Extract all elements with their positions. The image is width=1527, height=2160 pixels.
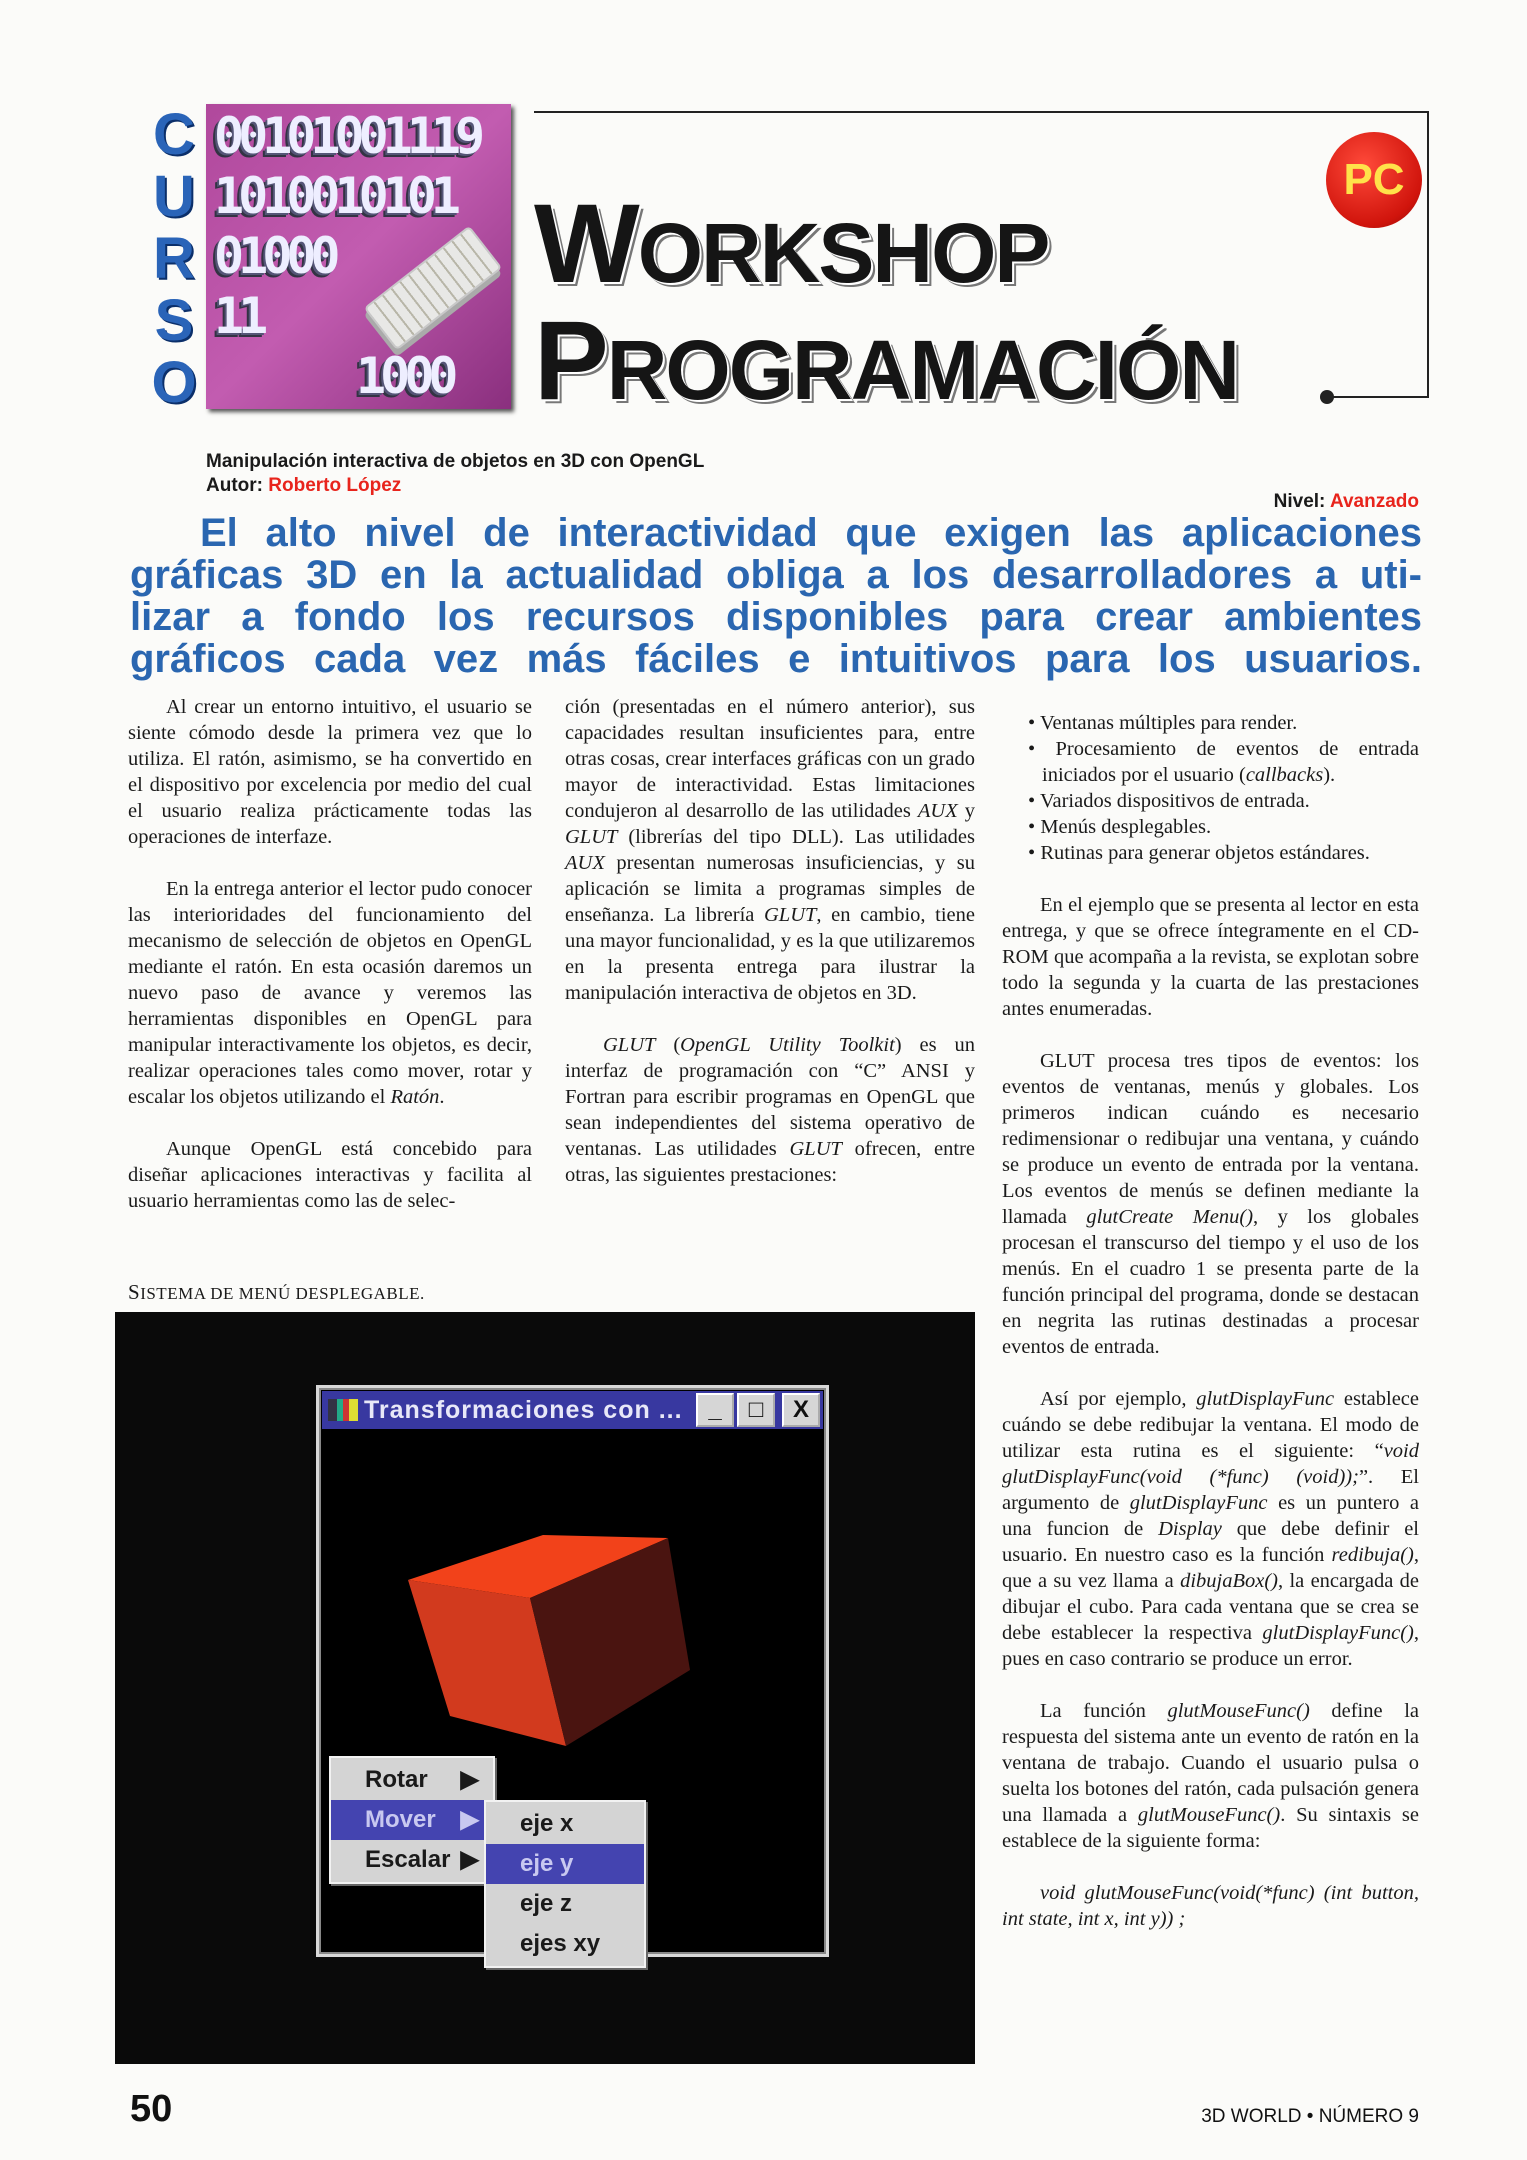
paragraph <box>1002 1880 1419 1932</box>
paragraph: ción (presentadas en el número anterior), sus capacidades resultan insuficientes para, entre otras cosas, crear interfaces gráficas con un grado mayor de interactividad. Estas limitaciones condujeron al desarrollo de las utilidades AUX y GLUT (librerías del tipo DLL). Las utilidades AUX presentan numerosas insuficiencias, y su aplicación se limita a programas simples de enseñanza. La librería GLUT, en cambio, tiene una mayor funcionalidad, y es la que utilizaremos en la presenta entrega para ilustrar la manipulación interactiva de objetos en 3D. <box>565 696 976 1004</box>
italic-term: glutDisplayFunc <box>1196 1388 1335 1410</box>
submenu-arrow-icon: ▶ <box>460 1766 479 1793</box>
paragraph: En el ejemplo que se presenta al lector en esta entrega, y que se ofrece íntegramente en el CD-ROM que acompaña a la revista, se explotan sobre todo la segunda y la cuarta de las prestaciones antes enumeradas. <box>1002 894 1419 1020</box>
author-line <box>206 474 401 498</box>
curso-letter: S <box>154 288 194 353</box>
curso-vertical-label <box>146 104 202 414</box>
submenu-item-ejes-xy[interactable]: ejes xy <box>520 1930 601 1957</box>
frame-line-tail <box>1330 396 1427 398</box>
lead-line: gráficas 3D en la actualidad obliga a los desarrolladores a uti- <box>130 553 1422 597</box>
binary-row: 11 <box>214 287 263 345</box>
screenshot-figure <box>115 1312 975 2064</box>
body-column-1 <box>128 694 532 1240</box>
magazine-issue: 3D WORLD • NÚMERO 9 <box>1201 2106 1419 2127</box>
maximize-button[interactable]: □ <box>737 1393 775 1427</box>
italic-term: OpenGL Utility Toolkit <box>680 1034 895 1056</box>
level-label: Nivel: <box>1273 491 1326 512</box>
italic-term: void glutMouseFunc(void(*func) (int button, int state, int x, int y)) ; <box>1002 1882 1419 1930</box>
binary-row: 00101001119 <box>214 107 480 165</box>
submenu <box>484 1800 646 1968</box>
window-titlebar[interactable] <box>322 1391 823 1429</box>
italic-term: glutMouseFunc() <box>1137 1804 1281 1826</box>
close-button[interactable]: X <box>782 1393 820 1427</box>
paragraph: Al crear un entorno intuitivo, el usuario se siente cómodo desde la primera vez que lo utiliza. El ratón, asimismo, se ha convertido en el dispositivo por excelencia por medio del cual el usuario realiza prácticamente todas las operaciones de interfaze. <box>128 696 532 848</box>
title-workshop: WORKSHOP <box>534 181 1049 306</box>
submenu-item-eje-y[interactable]: eje y <box>486 1844 644 1884</box>
submenu-arrow-icon: ▶ <box>460 1806 479 1833</box>
context-menu <box>329 1756 495 1884</box>
binary-row: 1000 <box>356 347 453 405</box>
lead-paragraph <box>130 512 1422 680</box>
italic-term: glutCreate Menu() <box>1086 1206 1254 1228</box>
menu-item-escalar[interactable]: Escalar ▶ <box>331 1840 493 1880</box>
italic-term: GLUT <box>763 904 817 926</box>
list-item: • Ventanas múltiples para render. <box>1028 710 1419 736</box>
list-item: • Procesamiento de eventos de entrada iniciados por el usuario (callbacks). <box>1028 736 1419 788</box>
page-number: 50 <box>130 2088 173 2130</box>
paragraph: La función glutMouseFunc() define la respuesta del sistema ante un evento de ratón en la ventana de trabajo. Cuando el usuario pulsa o suelta los botones del ratón, cada pulsación genera una llamada a glutMouseFunc(). Su sintaxis se establece de la siguiente forma: <box>1002 1700 1419 1852</box>
feature-list <box>1002 710 1419 866</box>
italic-term: glutDisplayFunc <box>1129 1492 1268 1514</box>
italic-term: callbacks <box>1245 764 1324 786</box>
figure-caption: SISTEMA DE MENÚ DESPLEGABLE. <box>128 1280 425 1304</box>
paragraph: GLUT (OpenGL Utility Toolkit) es un interfaz de programación con “C” ANSI y Fortran para escribir programas en OpenGL que sean independientes del sistema operativo de ventanas. Las utilidades GLUT ofrecen, entre otras, las siguientes prestaciones: <box>565 1034 976 1186</box>
list-item: • Rutinas para generar objetos estándares. <box>1028 840 1419 866</box>
italic-term: redibuja() <box>1331 1544 1414 1566</box>
pc-badge: PC <box>1326 132 1422 228</box>
submenu-item-eje-x[interactable]: eje x <box>520 1810 574 1837</box>
italic-term: glutDisplayFunc() <box>1262 1622 1414 1644</box>
italic-term: dibujaBox() <box>1180 1570 1278 1592</box>
italic-term: AUX <box>565 852 605 874</box>
course-logo <box>146 104 514 416</box>
curso-letter: R <box>153 226 195 291</box>
list-item: • Menús desplegables. <box>1028 814 1419 840</box>
paragraph: GLUT procesa tres tipos de eventos: los eventos de ventanas, menús y globales. Los primeros indican cuándo es necesario redimensionar o redibujar una ventana, y cuándo se produce un evento de entrada por la ventana. Los eventos de menús se definen mediante la llamada glutCreate Menu(), y los globales procesan el transcurso del tiempo y el uso de los menús. En el cuadro 1 se presenta parte de la función principal del programa, donde se destacan en negrita las rutinas destinadas a procesar eventos de entrada. <box>1002 1050 1419 1358</box>
lead-line: gráficos cada vez más fáciles e intuitivos para los usuarios. <box>130 637 1422 681</box>
body-column-2 <box>565 694 975 1214</box>
body-column-3 <box>1002 710 1419 1958</box>
curso-letter: O <box>151 350 197 415</box>
submenu-arrow-icon: ▶ <box>460 1846 479 1873</box>
article-subtitle: Manipulación interactiva de objetos en 3D con OpenGL <box>206 451 705 472</box>
italic-term: glutMouseFunc() <box>1167 1700 1310 1722</box>
menu-item-rotar[interactable]: Rotar ▶ <box>331 1760 493 1800</box>
curso-letter: C <box>153 102 195 167</box>
list-item: • Variados dispositivos de entrada. <box>1028 788 1419 814</box>
menu-item-mover[interactable]: Mover ▶ <box>331 1800 493 1840</box>
paragraph: En la entrega anterior el lector pudo conocer las interioridades del funcionamiento del mecanismo de selección de objetos en OpenGL mediante el ratón. En esta ocasión daremos un nuevo paso de avance y veremos las herramientas disponibles en OpenGL para manipular interactivamente los objetos, es decir, realizar operaciones tales como mover, rotar y escalar los objetos utilizando el Ratón. <box>128 878 532 1108</box>
level-value: Avanzado <box>1329 491 1419 512</box>
author-name: Roberto López <box>268 475 402 496</box>
italic-term: GLUT <box>789 1138 842 1160</box>
italic-term: GLUT <box>603 1034 656 1056</box>
title-programacion: PROGRAMACIÓN <box>534 298 1238 423</box>
app-icon <box>328 1399 358 1421</box>
lead-line: El alto nivel de interactividad que exigen las aplicaciones <box>200 511 1422 555</box>
paragraph: Así por ejemplo, glutDisplayFunc establece cuándo se debe redibujar la ventana. El modo de utilizar esta rutina es el siguiente: “void glutDisplayFunc(void (*func) (void));”. El argumento de glutDisplayFunc es un puntero a una funcion de Display que debe definir el usuario. En nuestro caso es la función redibuja(), que a su vez llama a dibujaBox(), la encargada de dibujar el cubo. Para cada ventana que se crea se debe establecer la respectiva glutDisplayFunc(), pues en caso contrario se produce un error. <box>1002 1388 1419 1670</box>
italic-term: Ratón <box>390 1086 440 1108</box>
lead-line: lizar a fondo los recursos disponibles para crear ambientes <box>130 595 1422 639</box>
paragraph: Aunque OpenGL está concebido para diseñar aplicaciones interactivas y facilita al usuario herramientas como las de selec- <box>128 1138 532 1212</box>
italic-term: void glutDisplayFunc(void (*func) (void)); <box>1002 1440 1419 1488</box>
italic-term: GLUT <box>565 826 618 848</box>
curso-letter: U <box>153 164 195 229</box>
window-title: Transformaciones con ... <box>364 1395 683 1424</box>
author-label: Autor: <box>206 475 263 496</box>
submenu-item-eje-z[interactable]: eje z <box>520 1890 573 1917</box>
binary-row: 01000 <box>214 227 335 285</box>
italic-term: Display <box>1158 1518 1222 1540</box>
italic-term: AUX <box>917 800 958 822</box>
minimize-button[interactable]: _ <box>696 1393 734 1427</box>
binary-row: 1010010101 <box>214 167 456 225</box>
